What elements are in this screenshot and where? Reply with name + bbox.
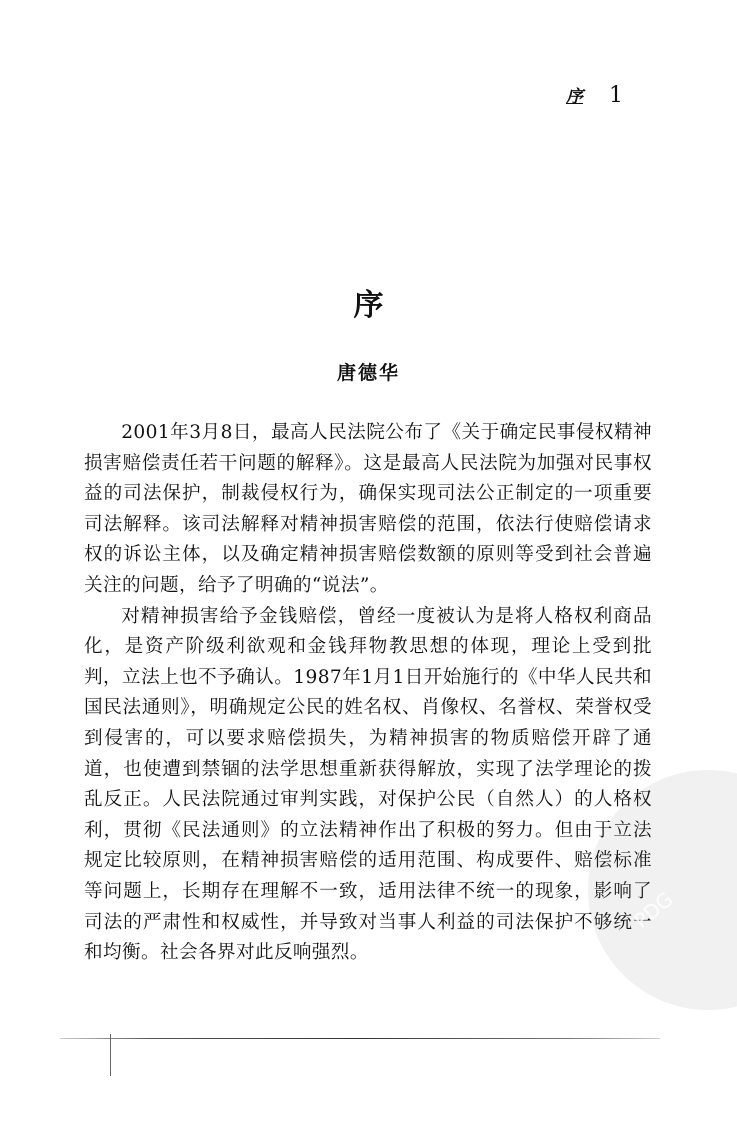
body-text xyxy=(84,418,652,969)
watermark-text: PDG xyxy=(628,886,678,934)
paragraph-1: 2001年3月8日，最高人民法院公布了《关于确定民事侵权精神损害赔偿责任若干问题的解释》。这是最高人民法院为加强对民事权益的司法保护，制裁侵权行为，确保实现司法公正制定的一项重要司法解释。该司法解释对精神损害赔偿的范围，依法行使赔偿请求权的诉讼主体，以及确定精神损害赔偿数额的原则等受到社会普遍关注的问题，给予了明确的“说法”。 xyxy=(84,422,652,596)
chapter-title: 序 xyxy=(353,288,384,323)
paragraph-2: 对精神损害给予金钱赔偿，曾经一度被认为是将人格权利商品化，是资产阶级利欲观和金钱拜物教思想的体现，理论上受到批判，立法上也不予确认。1987年1月1日开始施行的《中华人民共和国民法通则》，明确规定公民的姓名权、肖像权、名誉权、荣誉权受到侵害的，可以要求赔偿损失，为精神损害的物质赔偿开辟了通道，也使遭到禁锢的法学思想重新获得解放，实现了法学理论的拨乱反正。人民法院通过审判实践，对保护公民（自然人）的人格权利，贯彻《民法通则》的立法精神作出了积极的努力。但由于立法规定比较原则，在精神损害赔偿的适用范围、构成要件、赔偿标准等问题上，长期存在理解不一致，适用法律不统一的现象，影响了司法的严肃性和权威性，并导致对当事人利益的司法保护不够统一和均衡。社会各界对此反响强烈。 xyxy=(84,605,652,964)
page-number: 1 xyxy=(609,83,623,108)
footer-rule xyxy=(60,1038,660,1039)
footer-tick-mark xyxy=(110,1034,111,1076)
author-name: 唐德华 xyxy=(336,362,400,384)
running-header xyxy=(566,82,623,108)
running-header-label: 序 xyxy=(566,87,583,107)
